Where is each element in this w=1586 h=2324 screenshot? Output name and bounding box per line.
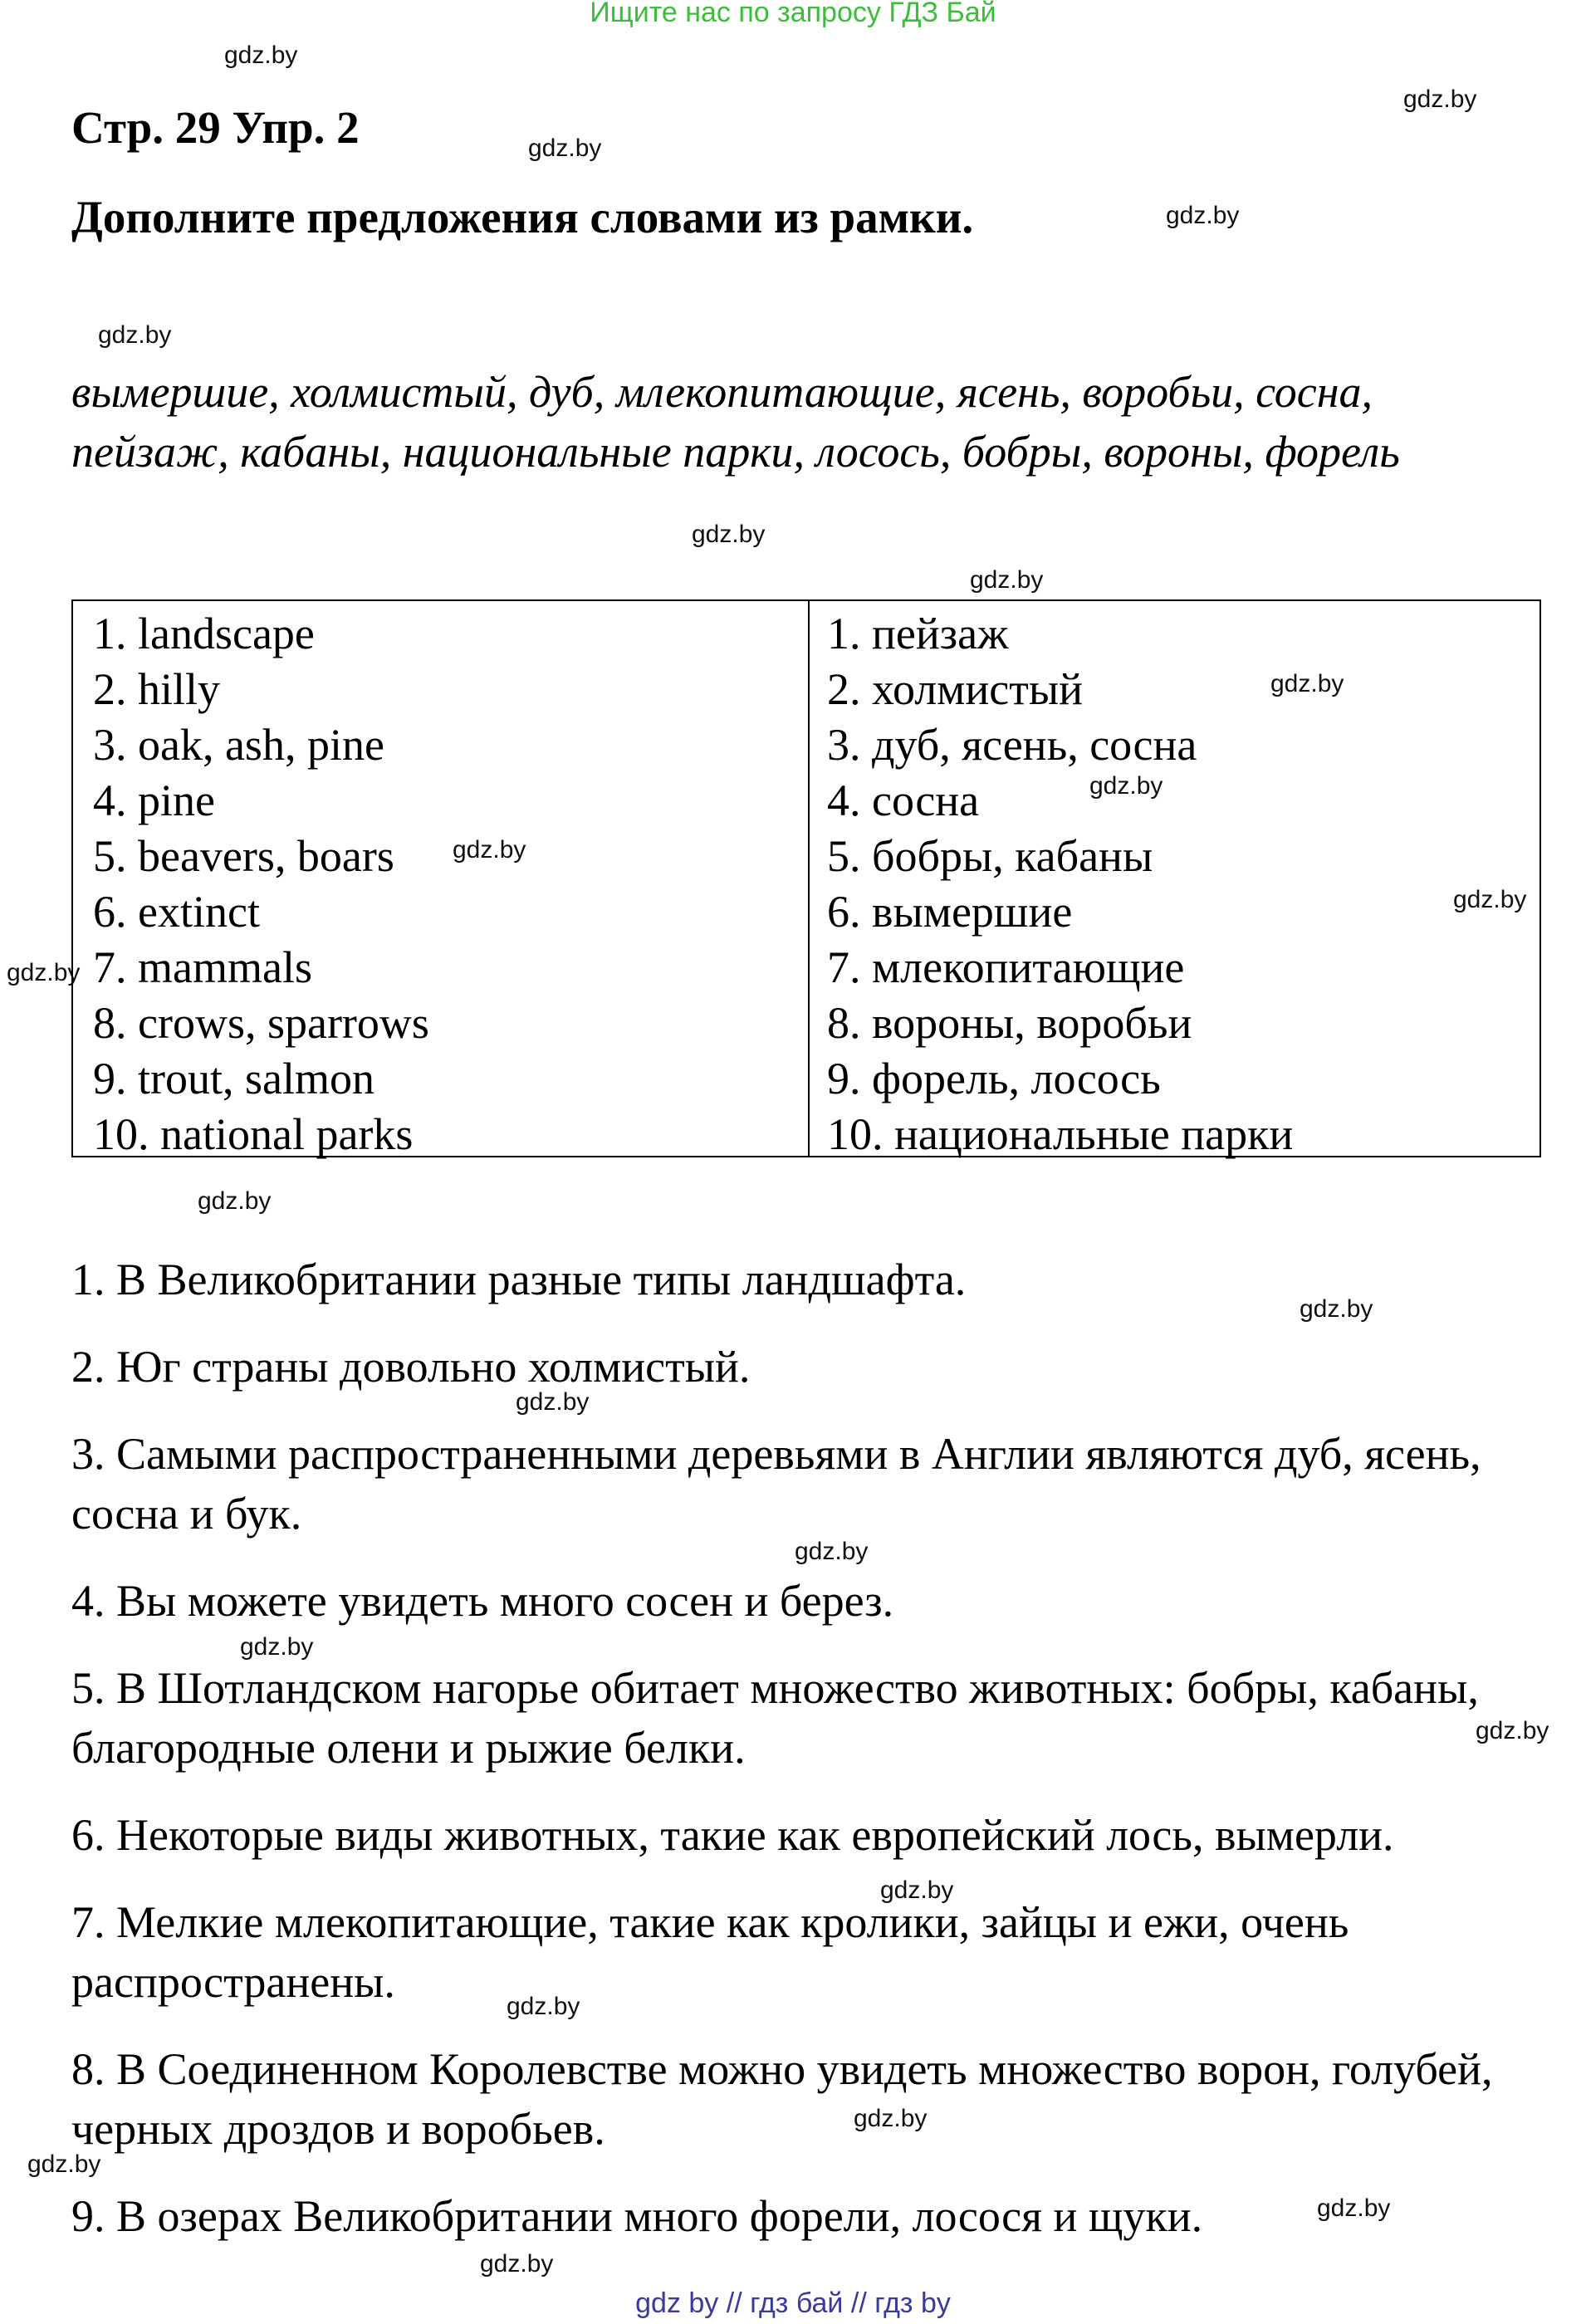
table-divider xyxy=(808,601,810,1156)
watermark: gdz.by xyxy=(1403,86,1477,113)
english-row: 10. national parks xyxy=(93,1109,414,1159)
watermark: gdz.by xyxy=(1317,2194,1391,2222)
russian-row: 8. вороны, воробьи xyxy=(827,998,1192,1048)
page-title: Стр. 29 Упр. 2 xyxy=(71,102,360,153)
watermark: gdz.by xyxy=(854,2105,928,2132)
english-row: 8. crows, sparrows xyxy=(93,998,429,1048)
english-row: 2. hilly xyxy=(93,664,221,714)
sentence-list xyxy=(71,1250,1558,2273)
watermark: gdz.by xyxy=(692,521,766,548)
russian-row: 1. пейзаж xyxy=(827,609,1009,658)
watermark: gdz.by xyxy=(453,836,526,864)
sentence-item: 7. Мелкие млекопитающие, такие как кролики, зайцы и ежи, очень распространены. xyxy=(71,1897,1349,2007)
watermark: gdz.by xyxy=(516,1388,590,1416)
sentence-item: 3. Самыми распространенными деревьями в Англии являются дуб, ясень, сосна и бук. xyxy=(71,1429,1481,1539)
sentence-item: 2. Юг страны довольно холмистый. xyxy=(71,1342,751,1392)
watermark: gdz.by xyxy=(1300,1295,1373,1323)
russian-row: 3. дуб, ясень, сосна xyxy=(827,720,1197,770)
word-bank-line-2: пейзаж, кабаны, национальные парки, лосось, бобры, вороны, форель xyxy=(71,427,1400,477)
vocab-table xyxy=(71,599,1541,1157)
sentence-item: 5. В Шотландском нагорье обитает множество животных: бобры, кабаны, благородные олени и рыжие белки. xyxy=(71,1663,1479,1773)
watermark: gdz.by xyxy=(27,2150,101,2178)
watermark: gdz.by xyxy=(1453,886,1527,913)
watermark: gdz.by xyxy=(970,566,1044,594)
english-row: 4. pine xyxy=(93,775,215,825)
watermark: gdz.by xyxy=(528,135,602,162)
russian-row: 9. форель, лосось xyxy=(827,1054,1161,1103)
watermark: gdz.by xyxy=(1476,1717,1549,1744)
instruction: Дополните предложения словами из рамки. xyxy=(71,192,974,242)
watermark: gdz.by xyxy=(480,2250,554,2278)
sentence-item: 9. В озерах Великобритании много форели, лосося и щуки. xyxy=(71,2191,1203,2241)
russian-row: 4. сосна xyxy=(827,775,980,825)
russian-row: 7. млекопитающие xyxy=(827,942,1185,992)
sentence-item: 4. Вы можете увидеть много сосен и берез. xyxy=(71,1576,894,1626)
russian-row: 2. холмистый xyxy=(827,664,1083,714)
english-row: 6. extinct xyxy=(93,887,260,937)
english-column xyxy=(93,606,429,1162)
watermark: gdz.by xyxy=(198,1187,272,1215)
english-row: 3. oak, ash, pine xyxy=(93,720,384,770)
watermark: gdz.by xyxy=(880,1876,954,1904)
word-bank-line-1: вымершие, холмистый, дуб, млекопитающие, ясень, воробьи, сосна, xyxy=(71,367,1373,417)
watermark: gdz.by xyxy=(240,1633,314,1661)
russian-column xyxy=(827,606,1293,1162)
russian-row: 10. национальные парки xyxy=(827,1109,1294,1159)
bottom-banner[interactable]: gdz by // гдз бай // гдз by xyxy=(635,2287,951,2319)
watermark: gdz.by xyxy=(224,42,298,69)
russian-row: 5. бобры, кабаны xyxy=(827,831,1153,881)
watermark: gdz.by xyxy=(1089,772,1163,800)
english-row: 7. mammals xyxy=(93,942,312,992)
watermark: gdz.by xyxy=(7,959,81,986)
russian-row: 6. вымершие xyxy=(827,887,1073,937)
watermark: gdz.by xyxy=(98,321,172,349)
sentence-item: 8. В Соединенном Королевстве можно увидеть множество ворон, голубей, черных дроздов и воробьев. xyxy=(71,2044,1493,2154)
english-row: 5. beavers, boars xyxy=(93,831,394,881)
english-row: 9. trout, salmon xyxy=(93,1054,374,1103)
sentence-item: 1. В Великобритании разные типы ландшафта. xyxy=(71,1255,967,1304)
watermark: gdz.by xyxy=(507,1993,580,2020)
watermark: gdz.by xyxy=(1166,202,1240,229)
watermark: gdz.by xyxy=(795,1538,869,1565)
watermark: gdz.by xyxy=(1270,670,1344,697)
top-banner[interactable]: Ищите нас по запросу ГДЗ Бай xyxy=(590,0,996,28)
sentence-item: 6. Некоторые виды животных, такие как европейский лось, вымерли. xyxy=(71,1810,1394,1860)
english-row: 1. landscape xyxy=(93,609,315,658)
